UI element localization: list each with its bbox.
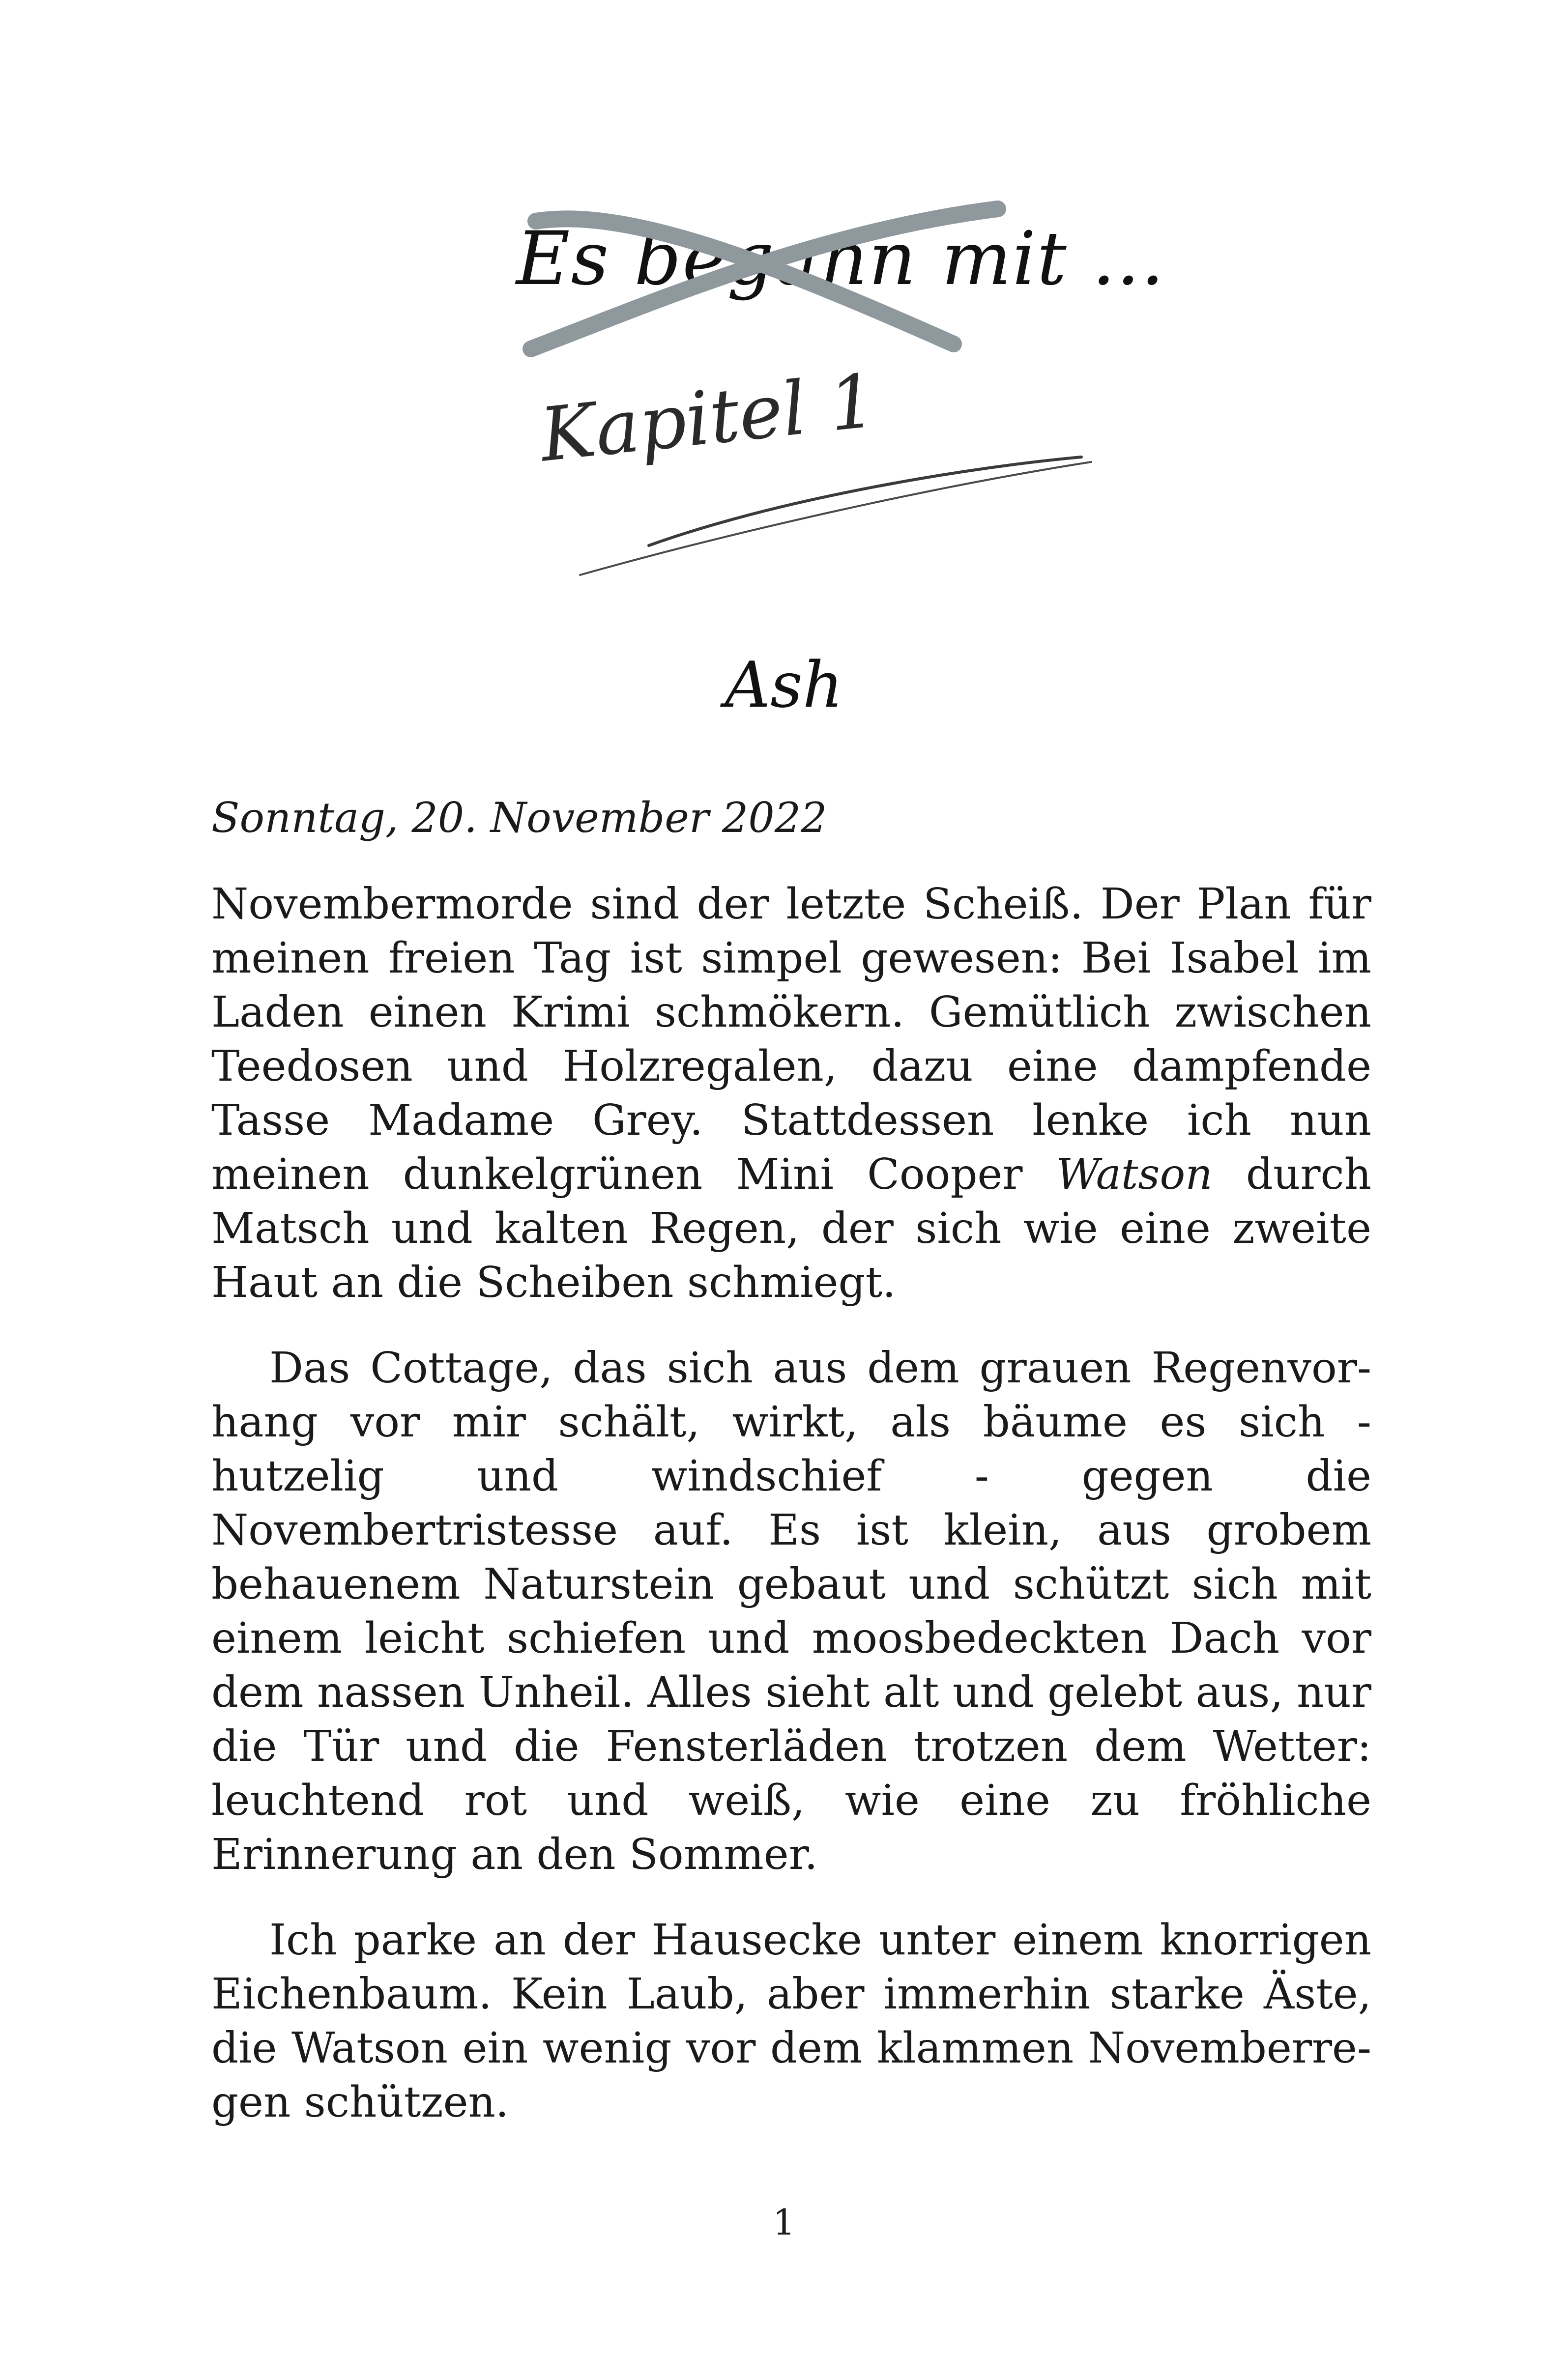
car-name: Watson [1056, 1150, 1213, 1199]
paragraph-1 [211, 877, 1371, 1310]
strike-through-marks [501, 187, 1140, 373]
body-text [211, 877, 1371, 2161]
paragraph-1-text-end: durch Matsch und kalten Regen, der sich wie eine zweite Haut an die Scheiben schmiegt. [211, 1150, 1371, 1307]
date-line: Sonntag, 20. November 2022 [211, 794, 827, 842]
page-number: 1 [773, 2202, 795, 2243]
handwritten-text: Kapitel 1 [536, 358, 880, 479]
chapter-title: Ash [725, 649, 843, 722]
paragraph-2: Das Cottage, das sich aus dem grauen Regenvorhang vor mir schält, wirkt, als bäume es sich - hutzelig und windschief - gegen die Novembertristesse auf. Es ist klein, aus grobem behauenem Naturstein gebaut und schützt sich mit einem leicht schiefen und moosbedeckten Dach vor dem nassen Unheil. Alles sieht alt und gelebt aus, nur die Tür und die Fensterläden trotzen dem Wetter: leuchtend rot und weiß, wie eine zu fröhliche Erinnerung an den Sommer. [211, 1344, 1371, 1879]
paragraph-1-text: Novembermorde sind der letzte Scheiß. Der Plan für meinen freien Tag ist simpel gewesen: Bei Isabel im Laden einen Krimi schmökern. Gemütlich zwischen Teedosen und Holzregalen, dazu eine dampfende Tasse Madame Grey. Stattdessen lenke ich nun meinen dunkelgrünen Mini Cooper [211, 880, 1371, 1199]
crossed-out-heading [501, 187, 1165, 373]
handwritten-chapter-label [531, 358, 1121, 590]
crossed-out-title: Es begann mit ... [516, 216, 1165, 302]
paragraph-3: Ich parke an der Hausecke unter einem knorrigen Eichenbaum. Kein Laub, aber immerhin starke Äste, die Watson ein wenig vor dem klammen Novemberregen schützen. [211, 1916, 1371, 2127]
handwritten-underline [531, 383, 1121, 590]
